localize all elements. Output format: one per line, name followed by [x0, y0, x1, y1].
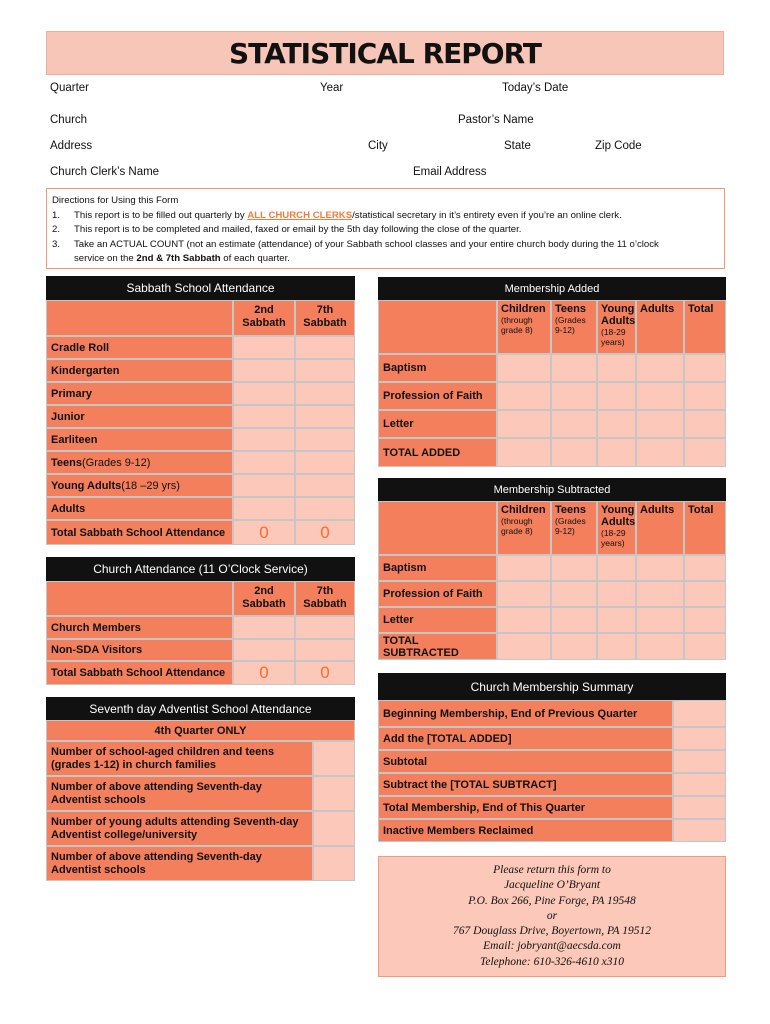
summary-row-subtotal: Subtotal [378, 750, 673, 773]
sda-school-attendance-header: Seventh day Adventist School Attendance [46, 697, 355, 720]
total-2nd-sabbath-value: 0 [233, 520, 295, 545]
input-cell[interactable] [636, 607, 684, 633]
row-profession-of-faith: Profession of Faith [378, 581, 497, 607]
column-title: Total [688, 303, 714, 315]
input-cell[interactable] [551, 581, 597, 607]
row-church-members: Church Members [46, 616, 233, 639]
row-kindergarten [46, 359, 233, 382]
column-title: Young Adults [601, 504, 636, 528]
input-cell[interactable] [597, 607, 636, 633]
column-title: Children [501, 303, 546, 315]
directions-title: Directions for Using this Form [52, 195, 179, 206]
input-cell[interactable] [295, 451, 355, 474]
direction-text: This report is to be completed and mailed, faxed or email by the 5th day following the close of the quarter. [74, 224, 522, 236]
summary-row-add-the-total-added: Add the [TOTAL ADDED] [378, 727, 673, 750]
total-7th-sabbath-value: 0 [295, 661, 355, 685]
return-line-name: Jacqueline O’Bryant [503, 879, 601, 892]
input-cell[interactable] [497, 633, 551, 660]
city-label: City [368, 140, 388, 152]
row-young-adults-college: Number of young adults attending Seventh-day Adventist college/university [46, 811, 313, 846]
fourth-quarter-note: 4th Quarter ONLY [46, 720, 355, 741]
col-teens [551, 300, 597, 354]
summary-row-inactive-members-reclaimed: Inactive Members Reclaimed [378, 819, 673, 842]
input-cell[interactable] [551, 438, 597, 467]
col-total [684, 300, 726, 354]
summary-row-subtract-the-total-subtract: Subtract the [TOTAL SUBTRACT] [378, 773, 673, 796]
row-attending-sda-schools: Number of above attending Seventh-day Adventist schools [46, 776, 313, 811]
input-cell[interactable] [551, 354, 597, 382]
label-column-header [378, 501, 497, 555]
all-church-clerks-link[interactable]: ALL CHURCH CLERKS [247, 209, 353, 221]
input-cell[interactable] [673, 819, 726, 842]
direction-text: Take an ACTUAL COUNT (not an estimate (attendance) of your Sabbath school classes and your entire church body during the 11 o’clock [74, 238, 659, 250]
input-cell[interactable] [497, 410, 551, 438]
return-line-or: or [546, 909, 558, 922]
direction-item [52, 209, 719, 224]
clerk-name-label: Church Clerk’s Name [50, 166, 160, 178]
col-teens [551, 501, 597, 555]
input-cell[interactable] [636, 354, 684, 382]
church-attendance-header: Church Attendance (11 O’Clock Service) [46, 557, 355, 581]
input-cell[interactable] [597, 438, 636, 467]
return-line-intro: Please return this form to [493, 864, 611, 876]
col-2nd-sabbath: 2nd Sabbath [233, 581, 295, 616]
input-cell[interactable] [233, 616, 295, 639]
label-column-header [378, 300, 497, 354]
column-title: Teens [555, 303, 586, 315]
input-cell[interactable] [295, 616, 355, 639]
input-cell[interactable] [597, 410, 636, 438]
return-line-street: 767 Douglass Drive, Boyertown, PA 19512 [453, 925, 651, 938]
input-cell[interactable] [684, 438, 726, 467]
row-total-subtracted: TOTAL SUBTRACTED [378, 633, 497, 660]
sabbath-emphasis: 2nd & 7th Sabbath [136, 253, 221, 265]
col-young-adults [597, 501, 636, 555]
input-cell[interactable] [673, 773, 726, 796]
direction-item [52, 238, 719, 253]
input-cell[interactable] [313, 776, 355, 811]
input-cell[interactable] [295, 382, 355, 405]
input-cell[interactable] [295, 639, 355, 661]
direction-text-part: /statistical secretary in it’s entirety even if you’re an online clerk. [352, 209, 622, 221]
input-cell[interactable] [497, 607, 551, 633]
row-young-adults [46, 474, 233, 497]
pastors-name-label: Pastor’s Name [458, 114, 534, 126]
input-cell[interactable] [636, 633, 684, 660]
row-label-text: Cradle Roll [51, 341, 110, 354]
input-cell[interactable] [233, 497, 295, 520]
input-cell[interactable] [497, 382, 551, 410]
row-non-sda-visitors: Non-SDA Visitors [46, 639, 233, 661]
input-cell[interactable] [551, 382, 597, 410]
quarter-label: Quarter [50, 82, 89, 94]
total-2nd-sabbath-value: 0 [233, 661, 295, 685]
church-label: Church [50, 114, 88, 126]
input-cell[interactable] [636, 382, 684, 410]
membership-added-header: Membership Added [378, 277, 726, 300]
input-cell[interactable] [497, 438, 551, 467]
column-title: Adults [640, 504, 675, 516]
row-total-church-attendance: Total Sabbath School Attendance [46, 661, 233, 685]
row-baptism: Baptism [378, 555, 497, 581]
input-cell[interactable] [551, 555, 597, 581]
input-cell[interactable] [673, 796, 726, 819]
input-cell[interactable] [636, 581, 684, 607]
input-cell[interactable] [551, 607, 597, 633]
column-subtitle: (through grade 8) [501, 315, 533, 335]
input-cell[interactable] [233, 382, 295, 405]
col-7th-sabbath: 7th Sabbath [295, 300, 355, 336]
input-cell[interactable] [233, 639, 295, 661]
input-cell[interactable] [295, 474, 355, 497]
input-cell[interactable] [597, 354, 636, 382]
input-cell[interactable] [233, 336, 295, 359]
row-label-detail: (18 –29 yrs) [121, 479, 180, 492]
column-title: Teens [555, 504, 586, 516]
title-band [46, 31, 724, 75]
email-address-label: Email Address [413, 166, 487, 178]
row-label-text: Primary [51, 387, 92, 400]
direction-number: 2. [52, 224, 61, 236]
summary-row-total-membership-end-of-this-quarter: Total Membership, End of This Quarter [378, 796, 673, 819]
direction-item [52, 223, 719, 238]
column-title: Children [501, 504, 546, 516]
return-line-po-box: P.O. Box 266, Pine Forge, PA 19548 [468, 894, 636, 907]
label-column-header [46, 581, 233, 616]
membership-subtracted-header: Membership Subtracted [378, 478, 726, 501]
directions-box [46, 188, 725, 269]
column-title: Adults [640, 303, 675, 315]
input-cell[interactable] [295, 428, 355, 451]
input-cell[interactable] [684, 633, 726, 660]
input-cell[interactable] [597, 555, 636, 581]
input-cell[interactable] [684, 354, 726, 382]
input-cell[interactable] [597, 633, 636, 660]
input-cell[interactable] [233, 474, 295, 497]
col-children [497, 501, 551, 555]
year-label: Year [320, 82, 344, 94]
row-label-text: Teens [51, 456, 82, 469]
input-cell[interactable] [295, 405, 355, 428]
input-cell[interactable] [684, 382, 726, 410]
row-cradle-roll [46, 336, 233, 359]
state-label: State [504, 140, 531, 152]
zip-code-label: Zip Code [595, 140, 642, 152]
column-subtitle: (18-29 years) [601, 327, 626, 347]
total-7th-sabbath-value: 0 [295, 520, 355, 545]
direction-number: 1. [52, 209, 61, 221]
row-adults [46, 497, 233, 520]
row-above-attending-sda-schools: Number of above attending Seventh-day Adventist schools [46, 846, 313, 881]
input-cell[interactable] [313, 846, 355, 881]
row-teens [46, 451, 233, 474]
col-adults [636, 501, 684, 555]
input-cell[interactable] [497, 555, 551, 581]
row-junior [46, 405, 233, 428]
return-line-email[interactable]: Email: jobryant@aecsda.com [483, 940, 621, 953]
column-subtitle: (Grades 9-12) [555, 315, 586, 335]
input-cell[interactable] [295, 497, 355, 520]
col-adults [636, 300, 684, 354]
input-cell[interactable] [684, 555, 726, 581]
row-label-detail: (Grades 9-12) [81, 456, 151, 469]
input-cell[interactable] [295, 336, 355, 359]
col-total [684, 501, 726, 555]
direction-text: service on the 2nd & 7th Sabbath of each quarter. [74, 253, 290, 265]
summary-row-beginning-membership-end-of-previous-quarter: Beginning Membership, End of Previous Quarter [378, 700, 673, 727]
row-earliteen [46, 428, 233, 451]
return-line-telephone: Telephone: 610-326-4610 x310 [480, 955, 624, 968]
col-young-adults [597, 300, 636, 354]
row-profession-of-faith: Profession of Faith [378, 382, 497, 410]
input-cell[interactable] [233, 359, 295, 382]
input-cell[interactable] [673, 750, 726, 773]
input-cell[interactable] [684, 581, 726, 607]
column-subtitle: (through grade 8) [501, 516, 533, 536]
input-cell[interactable] [684, 410, 726, 438]
col-2nd-sabbath: 2nd Sabbath [233, 300, 295, 336]
input-cell[interactable] [551, 410, 597, 438]
input-cell[interactable] [233, 405, 295, 428]
input-cell[interactable] [233, 428, 295, 451]
column-title: Total [688, 504, 714, 516]
row-letter: Letter [378, 410, 497, 438]
row-primary [46, 382, 233, 405]
input-cell[interactable] [673, 700, 726, 727]
input-cell[interactable] [313, 811, 355, 846]
sabbath-school-attendance-header: Sabbath School Attendance [46, 276, 355, 300]
input-cell[interactable] [597, 581, 636, 607]
direction-number: 3. [52, 238, 61, 250]
page-title: STATISTICAL REPORT [228, 36, 541, 70]
row-label-text: Junior [51, 410, 85, 423]
direction-item-continued [52, 252, 719, 267]
row-label-text: Kindergarten [51, 364, 120, 377]
input-cell[interactable] [295, 359, 355, 382]
row-total-added: TOTAL ADDED [378, 438, 497, 467]
input-cell[interactable] [313, 741, 355, 776]
row-label-text: Adults [51, 502, 86, 515]
return-instructions-box [378, 856, 726, 977]
input-cell[interactable] [233, 451, 295, 474]
col-children [497, 300, 551, 354]
input-cell[interactable] [636, 438, 684, 467]
row-total-sabbath-school: Total Sabbath School Attendance [46, 520, 233, 545]
row-school-aged-children: Number of school-aged children and teens (grades 1-12) in church families [46, 741, 313, 776]
row-label-text: Earliteen [51, 433, 98, 446]
todays-date-label: Today’s Date [502, 82, 569, 94]
col-7th-sabbath: 7th Sabbath [295, 581, 355, 616]
input-cell[interactable] [636, 410, 684, 438]
input-cell[interactable] [684, 607, 726, 633]
membership-summary-header: Church Membership Summary [378, 673, 726, 700]
input-cell[interactable] [636, 555, 684, 581]
address-label: Address [50, 140, 93, 152]
direction-text-part: This report is to be filled out quarterly by [74, 209, 248, 221]
row-label-text: Young Adults [51, 479, 122, 492]
column-subtitle: (Grades 9-12) [555, 516, 586, 536]
label-column-header [46, 300, 233, 336]
input-cell[interactable] [497, 581, 551, 607]
input-cell[interactable] [673, 727, 726, 750]
input-cell[interactable] [497, 354, 551, 382]
column-title: Young Adults [601, 303, 636, 327]
row-baptism: Baptism [378, 354, 497, 382]
direction-text [74, 209, 622, 224]
input-cell[interactable] [597, 382, 636, 410]
row-letter: Letter [378, 607, 497, 633]
column-subtitle: (18-29 years) [601, 528, 626, 548]
input-cell[interactable] [551, 633, 597, 660]
